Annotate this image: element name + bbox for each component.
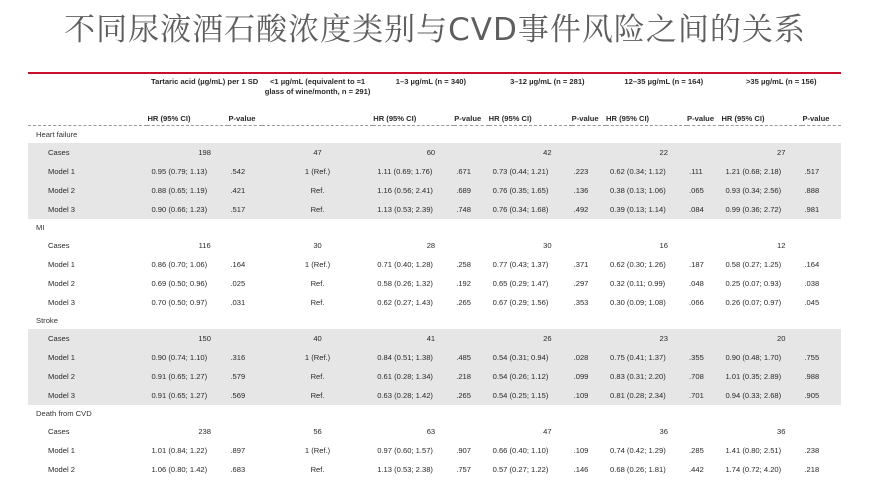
table-cell: .897: [230, 446, 246, 455]
subheader-row: [28, 111, 841, 126]
table-cell: 0.77 (0.43; 1.37): [492, 260, 549, 269]
section-header-row: [28, 219, 841, 236]
table-cell: 0.58 (0.26; 1.32): [377, 279, 433, 288]
table-cell: 1.06 (0.80; 1.42): [151, 465, 208, 474]
table-cell: 47: [262, 143, 373, 162]
table-cell: .988: [802, 367, 841, 386]
table-cell: 63: [426, 427, 436, 436]
table-cell: 0.30 (0.09; 1.08): [610, 298, 666, 307]
table-cell: 0.54 (0.26; 1.12): [489, 367, 572, 386]
table-cell: 0.66 (0.40; 1.10): [492, 446, 549, 455]
table-cell: 0.25 (0.07; 0.93): [725, 279, 782, 288]
row-label: Model 2: [48, 465, 76, 474]
table-cell: .297: [573, 279, 589, 288]
table-cell: .164: [804, 260, 820, 269]
table-cell: 1.41 (0.80; 2.51): [725, 446, 782, 455]
col-header-gt35: >35 µg/mL (n = 156): [745, 77, 817, 86]
table-cell: 116: [198, 241, 211, 250]
table-cell: .757: [456, 465, 471, 474]
table-cell: Ref.: [262, 181, 373, 200]
table-cell: Ref.: [262, 386, 373, 405]
table-row: [28, 386, 841, 405]
row-label: Model 1: [28, 348, 147, 367]
table-cell: .192: [456, 279, 471, 288]
section-label: Heart failure: [36, 130, 78, 139]
table-row: [28, 200, 841, 219]
row-label: Model 3: [48, 298, 76, 307]
table-cell: 1.13 (0.53; 2.39): [373, 200, 454, 219]
table-cell: Ref.: [310, 298, 325, 307]
table-cell: .258: [456, 260, 471, 269]
table-cell: 150: [147, 329, 261, 348]
subheader-hr: HR (95% CI): [488, 113, 532, 123]
table-row: [28, 460, 841, 479]
row-label: Model 1: [48, 260, 76, 269]
table-cell: 30: [543, 241, 552, 250]
table-cell: .099: [572, 367, 606, 386]
row-label: Cases: [48, 241, 70, 250]
table-cell: 1.16 (0.56; 2.41): [373, 181, 454, 200]
table-cell: .517: [228, 200, 261, 219]
subheader-p: P-value: [802, 113, 830, 123]
table-row: [28, 274, 841, 293]
table-cell: 0.86 (0.70; 1.06): [151, 260, 208, 269]
table-cell: Ref.: [310, 465, 325, 474]
table-cell: 40: [262, 329, 373, 348]
table-cell: 16: [659, 241, 668, 250]
table-cell: 198: [147, 143, 261, 162]
table-cell: 1.11 (0.69; 1.76): [373, 162, 454, 181]
table-cell: 0.97 (0.60; 1.57): [377, 446, 433, 455]
table-cell: 42: [489, 143, 606, 162]
table-cell: 0.62 (0.34; 1.12): [606, 162, 687, 181]
table-cell: 36: [659, 427, 668, 436]
table-cell: 1 (Ref.): [262, 348, 373, 367]
table-cell: 0.54 (0.25; 1.15): [489, 386, 572, 405]
table-cell: 0.54 (0.31; 0.94): [489, 348, 572, 367]
table-cell: 0.62 (0.30; 1.26): [610, 260, 666, 269]
table-cell: 0.93 (0.34; 2.56): [721, 181, 802, 200]
table-cell: Ref.: [262, 200, 373, 219]
subheader-empty: [28, 111, 147, 126]
table-cell: 0.91 (0.65; 1.27): [147, 367, 228, 386]
table-cell: .748: [454, 200, 488, 219]
table-cell: 1.01 (0.35; 2.89): [721, 367, 802, 386]
table-cell: 56: [313, 427, 322, 436]
row-label: Cases: [28, 329, 147, 348]
table-cell: .084: [687, 200, 721, 219]
table-row: [28, 181, 841, 200]
table-cell: Ref.: [310, 279, 325, 288]
table-cell: 36: [777, 427, 786, 436]
table-cell: .265: [456, 298, 471, 307]
table-cell: .355: [687, 348, 721, 367]
subheader-p: P-value: [454, 113, 482, 123]
table-cell: 28: [426, 241, 436, 250]
row-label: Cases: [28, 143, 147, 162]
table-cell: .065: [687, 181, 721, 200]
table-cell: 0.62 (0.27; 1.43): [377, 298, 433, 307]
table-cell: .238: [804, 446, 820, 455]
table-cell: .316: [228, 348, 261, 367]
table-cell: 0.94 (0.33; 2.68): [721, 386, 802, 405]
table-cell: .164: [230, 260, 246, 269]
table-cell: .028: [572, 348, 606, 367]
table-cell: .353: [573, 298, 589, 307]
table-cell: .888: [802, 181, 841, 200]
table-cell: 0.95 (0.79; 1.13): [147, 162, 228, 181]
table-cell: .038: [804, 279, 820, 288]
table-cell: 47: [543, 427, 552, 436]
table-cell: 0.65 (0.29; 1.47): [492, 279, 549, 288]
table-cell: .187: [689, 260, 704, 269]
table-cell: 0.67 (0.29; 1.56): [492, 298, 549, 307]
table-cell: .579: [228, 367, 261, 386]
row-label: Model 2: [48, 279, 76, 288]
table-cell: .442: [689, 465, 704, 474]
table-cell: 30: [313, 241, 322, 250]
row-label: Model 2: [28, 367, 147, 386]
table-cell: .146: [573, 465, 589, 474]
table-cell: .045: [804, 298, 820, 307]
section-label: MI: [36, 223, 45, 232]
table-cell: 1.21 (0.68; 2.18): [721, 162, 802, 181]
col-header-ref: <1 µg/mL (equivalent to ≈1 glass of wine/month, n = 291): [264, 77, 371, 96]
table-row: [28, 236, 841, 255]
table-cell: .907: [456, 446, 471, 455]
table-cell: .905: [802, 386, 841, 405]
table-cell: .517: [802, 162, 841, 181]
table-cell: .542: [228, 162, 261, 181]
table-cell: 0.39 (0.13; 1.14): [606, 200, 687, 219]
table-cell: .371: [573, 260, 589, 269]
table-cell: 0.61 (0.28; 1.34): [373, 367, 454, 386]
col-header-12-35: 12–35 µg/mL (n = 164): [624, 77, 704, 86]
table-cell: .569: [228, 386, 261, 405]
table-cell: 0.32 (0.11; 0.99): [610, 279, 666, 288]
table-row: [28, 441, 841, 460]
table-cell: 26: [489, 329, 606, 348]
table-cell: .492: [572, 200, 606, 219]
subheader-hr: HR (95% CI): [373, 113, 417, 123]
table-cell: 0.81 (0.28; 2.34): [606, 386, 687, 405]
table-row: [28, 162, 841, 181]
col-header-1-3: 1–3 µg/mL (n = 340): [395, 77, 467, 86]
table-cell: 0.71 (0.40; 1.28): [377, 260, 433, 269]
subheader-hr: HR (95% CI): [721, 113, 765, 123]
table-cell: Ref.: [262, 367, 373, 386]
table-cell: .755: [802, 348, 841, 367]
table-row: [28, 367, 841, 386]
table-cell: .285: [689, 446, 704, 455]
table-cell: .265: [454, 386, 488, 405]
table-cell: .689: [454, 181, 488, 200]
table-cell: 22: [606, 143, 721, 162]
subheader-p: P-value: [571, 113, 599, 123]
table-cell: 0.38 (0.13; 1.06): [606, 181, 687, 200]
table-row: [28, 143, 841, 162]
section-header-row: [28, 405, 841, 422]
table-cell: .671: [454, 162, 488, 181]
header-empty: [28, 74, 147, 111]
subheader-p: P-value: [228, 113, 256, 123]
table-cell: .981: [802, 200, 841, 219]
subheader-hr: HR (95% CI): [606, 113, 650, 123]
table-cell: 0.26 (0.07; 0.97): [725, 298, 782, 307]
table-cell: 0.90 (0.74; 1.10): [147, 348, 228, 367]
table-cell: 0.90 (0.66; 1.23): [147, 200, 228, 219]
table-cell: 1.74 (0.72; 4.20): [725, 465, 782, 474]
table-cell: 0.73 (0.44; 1.21): [489, 162, 572, 181]
table-row: [28, 348, 841, 367]
row-label: Model 3: [28, 200, 147, 219]
table-cell: .218: [804, 465, 820, 474]
table-cell: 0.63 (0.28; 1.42): [373, 386, 454, 405]
table-cell: 0.83 (0.31; 2.20): [606, 367, 687, 386]
table-cell: 0.76 (0.35; 1.65): [489, 181, 572, 200]
row-label: Model 1: [28, 162, 147, 181]
table-cell: 41: [373, 329, 488, 348]
table-cell: 1 (Ref.): [262, 162, 373, 181]
section-label: Stroke: [36, 316, 58, 325]
table-cell: 27: [721, 143, 841, 162]
table-cell: 0.74 (0.42; 1.29): [610, 446, 666, 455]
table-cell: .421: [228, 181, 261, 200]
table-cell: 238: [198, 427, 211, 436]
subheader-p: P-value: [687, 113, 715, 123]
col-header-3-12: 3–12 µg/mL (n = 281): [510, 77, 585, 86]
table-cell: 0.91 (0.65; 1.27): [147, 386, 228, 405]
table-cell: 0.68 (0.26; 1.81): [610, 465, 666, 474]
table-cell: 1.01 (0.84; 1.22): [151, 446, 208, 455]
table-cell: .031: [230, 298, 246, 307]
table-cell: .066: [689, 298, 704, 307]
table-row: [28, 293, 841, 312]
table-cell: .109: [572, 386, 606, 405]
table-cell: 1.13 (0.53; 2.38): [377, 465, 433, 474]
table-body: [28, 126, 841, 480]
table-cell: .485: [454, 348, 488, 367]
table-cell: .701: [687, 386, 721, 405]
section-header-row: [28, 126, 841, 144]
row-label: Model 1: [48, 446, 76, 455]
results-table: [28, 74, 841, 479]
section-label: Death from CVD: [36, 409, 92, 418]
table-cell: 0.75 (0.41; 1.37): [606, 348, 687, 367]
table-cell: 1 (Ref.): [304, 446, 331, 455]
table-cell: .109: [573, 446, 589, 455]
table-cell: 0.99 (0.36; 2.72): [721, 200, 802, 219]
table-cell: 1 (Ref.): [304, 260, 331, 269]
table-cell: .048: [689, 279, 704, 288]
table-cell: .708: [687, 367, 721, 386]
section-header-row: [28, 312, 841, 329]
row-label: Model 2: [28, 181, 147, 200]
table-cell: 0.70 (0.50; 0.97): [151, 298, 208, 307]
table-cell: 0.69 (0.50; 0.96): [151, 279, 208, 288]
table-cell: 60: [373, 143, 488, 162]
table-cell: .223: [572, 162, 606, 181]
table-cell: 20: [721, 329, 841, 348]
table-cell: 23: [606, 329, 721, 348]
table-row: [28, 329, 841, 348]
table-row: [28, 422, 841, 441]
table-row: [28, 255, 841, 274]
table-cell: 0.76 (0.34; 1.68): [489, 200, 572, 219]
row-label: Cases: [48, 427, 70, 436]
table-cell: 0.90 (0.48; 1.70): [721, 348, 802, 367]
table-cell: .111: [687, 162, 721, 181]
table-cell: 0.84 (0.51; 1.38): [373, 348, 454, 367]
subheader-hr: HR (95% CI): [147, 113, 191, 123]
table-cell: .025: [230, 279, 246, 288]
table-cell: 0.58 (0.27; 1.25): [725, 260, 782, 269]
table-cell: .683: [230, 465, 246, 474]
row-label: Model 3: [28, 386, 147, 405]
col-header-per-sd: Tartaric acid (µg/mL) per 1 SD: [151, 77, 259, 86]
table-cell: .218: [454, 367, 488, 386]
table-cell: 0.88 (0.65; 1.19): [147, 181, 228, 200]
header-row: [28, 74, 841, 111]
page-title: 不同尿液酒石酸浓度类别与CVD事件风险之间的关系: [64, 12, 806, 48]
table-cell: .136: [572, 181, 606, 200]
results-table-container: [28, 72, 841, 492]
table-cell: 0.57 (0.27; 1.22): [492, 465, 549, 474]
table-cell: 12: [777, 241, 786, 250]
